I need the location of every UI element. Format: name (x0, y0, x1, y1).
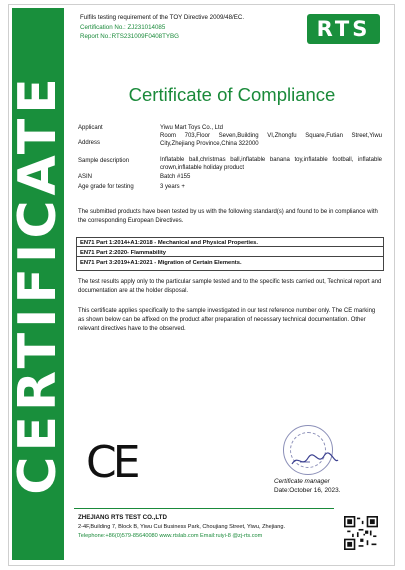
standard-row: EN71 Part 1:2014+A1:2018 - Mechanical and Physical Properties. (77, 239, 383, 247)
issue-date: Date:October 16, 2023. (274, 487, 341, 494)
field-value: 3 years + (160, 184, 185, 190)
field-label: Age grade for testing (78, 184, 134, 190)
side-banner-text: CERTIFICATE (8, 73, 68, 495)
certification-number: Certification No.: ZJ231014085 (80, 24, 166, 31)
footer-company: ZHEJIANG RTS TEST CO.,LTD (78, 514, 167, 521)
certificate-title: Certificate of Compliance (128, 84, 336, 105)
field-value: Batch #155 (160, 174, 191, 180)
ce-mark: CE (86, 437, 137, 488)
standards-table (76, 237, 384, 271)
standard-row: EN71 Part 2:2020- Flammability (77, 249, 383, 257)
footer-divider (74, 508, 334, 509)
side-banner (8, 8, 68, 560)
directive-line: Fulfils testing requirement of the TOY Directive 2009/48/EC. (80, 14, 245, 21)
field-label: Sample description (78, 158, 130, 164)
footer-address: 2-4F,Building 7, Block B, Yiwu Cui Business Park, Choujiang Street, Yiwu, Zhejiang. (78, 524, 286, 530)
signature (290, 450, 340, 470)
ce-marking-note: This certificate applies specifically to the sample investigated in our test reference number only. The CE marking as shown below can be affixed on the product after preparation of necessary technical documentation. Other relevant directives have to the observed. (78, 308, 376, 332)
qr-code (344, 516, 378, 550)
field-label: Applicant (78, 125, 103, 131)
rts-logo: RTS (307, 14, 380, 44)
signatory-role: Certificate manager (274, 478, 330, 485)
field-value: Inflatable ball,christmas ball,inflatable banana toy,inflatable football, inflatable crown,inflatable holiday product (160, 157, 382, 172)
field-label: Address (78, 140, 101, 146)
compliance-statement: The submitted products have been tested by us with the following standard(s) and found to be in compliance with the corresponding European Directives. (78, 209, 378, 224)
field-label: ASIN (78, 174, 93, 180)
field-value: Room 703,Floor Seven,Building VI,Zhongfu Square,Futian Street,Yiwu City,Zhejiang Province,China 322000 (160, 133, 382, 148)
report-number: Report No.:RTS231009F0408TYBG (80, 33, 179, 40)
standard-row: EN71 Part 3:2019+A1:2021 - Migration of Certain Elements. (80, 260, 242, 266)
test-results-note: The test results apply only to the particular sample tested and to the specific tests carried out, Technical report and documentation are at the holder disposal. (78, 279, 382, 294)
footer-contact: Telephone:+86(0)579-85640080 www.rtslab.com Email:ruiyi-8 @zj-rts.com (78, 533, 263, 539)
field-value: Yiwu Mart Toys Co., Ltd (160, 125, 224, 131)
